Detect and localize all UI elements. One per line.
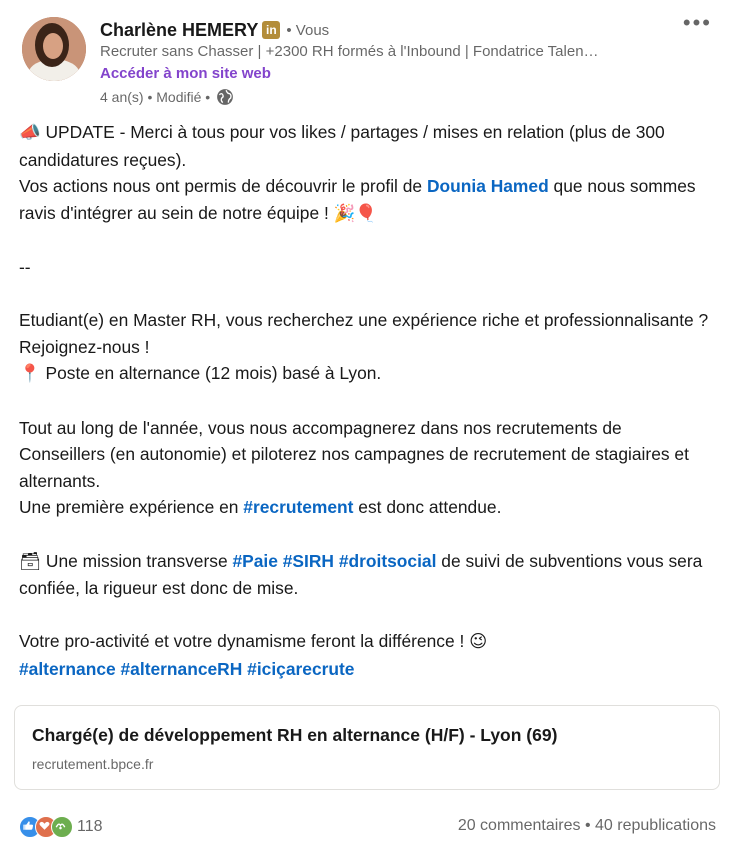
body-line	[19, 548, 709, 602]
reposts-count-link[interactable]: 40 republications	[595, 817, 716, 834]
post-text	[19, 119, 709, 682]
author-name[interactable]: Charlène HEMERY	[100, 19, 259, 40]
body-text: que nous sommes ravis d'intégrer au sein de notre équipe !	[19, 176, 696, 223]
body-text: Poste en alternance (12 mois) basé à Lyon.	[40, 363, 382, 384]
hashtag-sirh[interactable]: #SIRH	[282, 550, 334, 571]
link-preview-card[interactable]	[14, 705, 720, 790]
separator-line: --	[19, 256, 31, 277]
link-preview-domain: recrutement.bpce.fr	[32, 756, 154, 772]
body-line	[19, 119, 709, 173]
hashtag-paie[interactable]: #Paie	[232, 550, 278, 571]
megaphone-icon: 📣	[19, 123, 41, 143]
body-text: est donc attendue.	[353, 497, 502, 518]
mention-link[interactable]: Dounia Hamed	[426, 176, 549, 197]
post-stats	[458, 817, 716, 835]
hashtag-icicarecrute[interactable]: #iciçarecrute	[247, 658, 355, 679]
hashtag-droitsocial[interactable]: #droitsocial	[338, 550, 437, 571]
hashtag-alternance[interactable]: #alternance	[19, 658, 116, 679]
body-line: Etudiant(e) en Master RH, vous recherchez une expérience riche et professionnalisante ? Rejoignez-nous !	[19, 310, 709, 357]
pin-icon: 📍	[19, 364, 41, 385]
body-line	[19, 173, 709, 227]
you-label: • Vous	[286, 21, 330, 39]
body-line	[19, 628, 709, 656]
body-line	[19, 360, 709, 388]
body-line	[19, 494, 709, 521]
author-avatar[interactable]	[22, 17, 86, 81]
wink-icon: 😉	[469, 632, 488, 653]
party-balloon-icon: 🎉🎈	[333, 203, 377, 224]
more-options-icon[interactable]: •••	[682, 10, 712, 35]
body-text: de suivi de subventions vous sera confiée, la rigueur est donc de mise.	[19, 550, 703, 599]
stats-separator: •	[580, 817, 596, 834]
visit-website-link[interactable]: Accéder à mon site web	[100, 65, 271, 82]
card-box-icon: 🗃	[19, 551, 42, 572]
link-preview-title: Chargé(e) de développement RH en alternance (H/F) - Lyon (69)	[32, 725, 558, 745]
hashtag-recrutement[interactable]: #recrutement	[243, 497, 354, 518]
body-line: Tout au long de l'année, vous nous accompagnerez dans nos recrutements de Conseillers (en autonomie) et piloterez nos campagnes de recrutement de stagiaires et alternants.	[19, 417, 689, 491]
support-icon	[51, 816, 73, 838]
avatar-photo	[22, 17, 86, 81]
body-text: Vos actions nous ont permis de découvrir le profil de	[19, 176, 427, 197]
comments-count-link[interactable]: 20 commentaires	[457, 817, 581, 834]
body-text: Une première expérience en	[19, 497, 244, 518]
globe-icon	[216, 88, 234, 106]
linkedin-premium-icon: in	[262, 21, 280, 39]
post-timestamp: 4 an(s) • Modifié •	[100, 89, 211, 105]
body-text: UPDATE - Merci à tous pour vos likes / partages / mises en relation (plus de 300 candidatures reçues).	[19, 122, 665, 170]
author-headline: Recruter sans Chasser | +2300 RH formés à l'Inbound | Fondatrice Talen…	[100, 43, 599, 60]
hashtag-alternancerh[interactable]: #alternanceRH	[120, 658, 243, 679]
reaction-count: 118	[77, 818, 103, 835]
author-line	[100, 18, 329, 42]
post-meta	[100, 88, 234, 106]
body-text: Votre pro-activité et votre dynamisme feront la différence !	[19, 631, 470, 652]
hashtag-line	[19, 656, 709, 683]
reactions-summary[interactable]	[19, 816, 103, 838]
body-text: Une mission transverse	[41, 550, 233, 571]
